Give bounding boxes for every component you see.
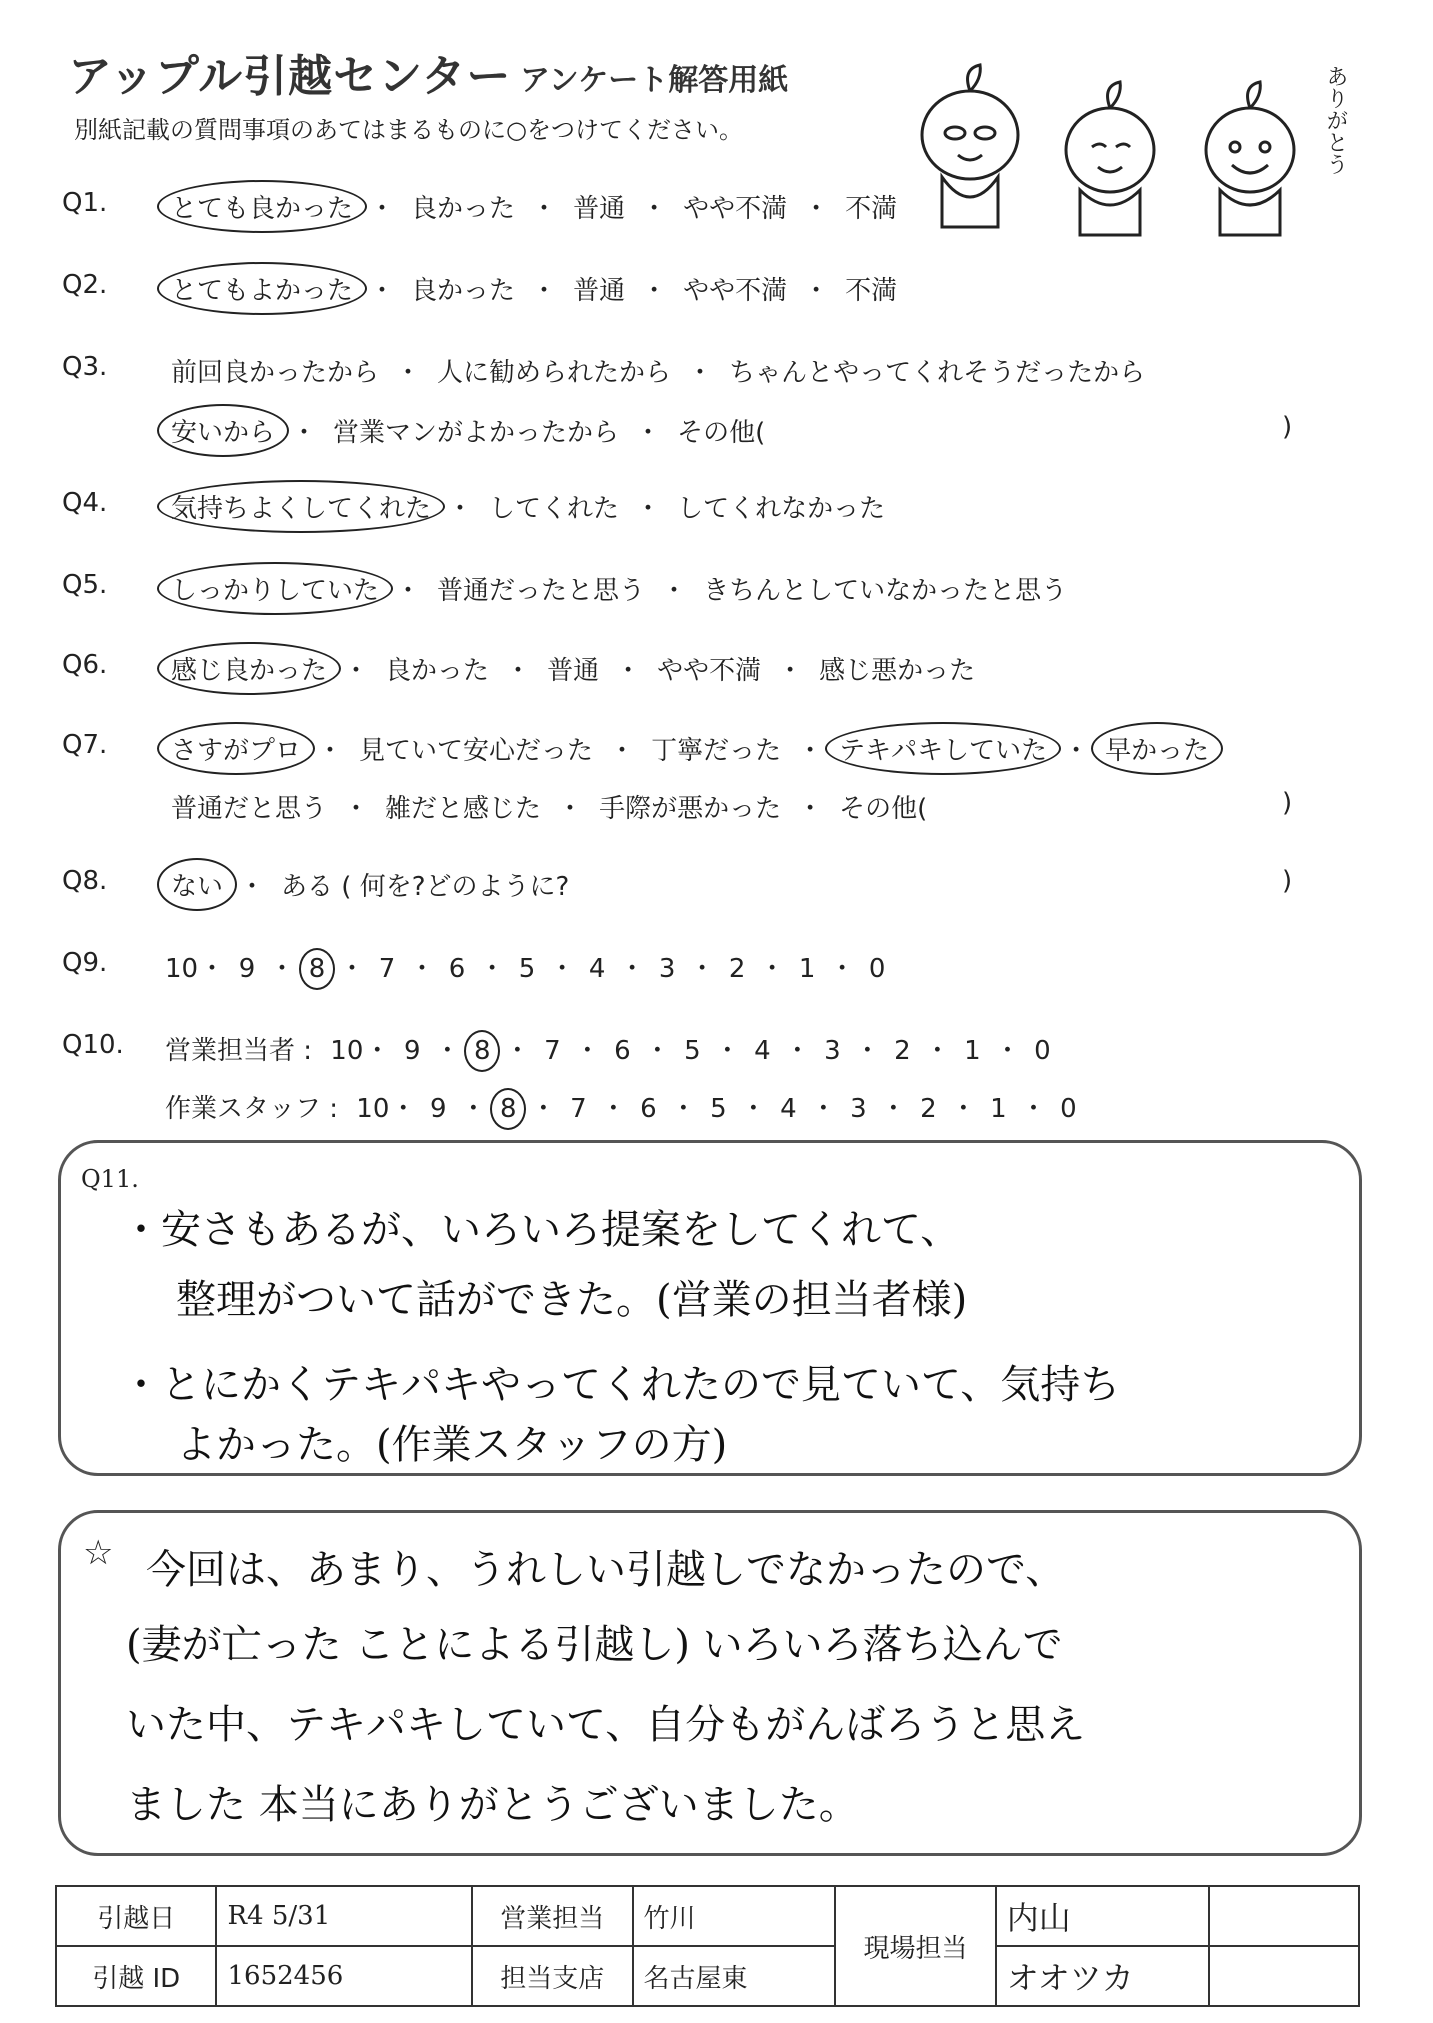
- separator: ・: [549, 954, 576, 984]
- q10-staff-score-1[interactable]: 1: [990, 1094, 1007, 1124]
- q10-staff-row: [165, 1088, 1080, 1125]
- company-name: アップル引越センター: [68, 51, 512, 102]
- q10-sales-row: [165, 1030, 1054, 1067]
- q7-options-line2: [165, 788, 933, 825]
- q8-option-2[interactable]: ある ( 何を?どのように?: [281, 872, 570, 902]
- separator: ・: [784, 1036, 811, 1066]
- comment-line-2: (妻が亡った ことによる引越し) いろいろ落ち込んで: [126, 1622, 1063, 1668]
- comment-line-1: 今回は、あまり、うれしい引越しでなかったので、: [146, 1547, 1066, 1593]
- q5-option-1[interactable]: しっかりしていた: [165, 570, 385, 607]
- q8-options: [165, 866, 575, 903]
- site-rep-value-1: 内山: [996, 1886, 1209, 1946]
- separator: ・: [924, 1036, 951, 1066]
- q10-staff-score-4[interactable]: 4: [780, 1094, 797, 1124]
- move-date-value: R4 5/31: [216, 1886, 472, 1946]
- q2-options: [165, 270, 903, 307]
- separator: ・: [740, 1094, 767, 1124]
- separator: ・: [803, 194, 830, 224]
- q10-sales-score-7[interactable]: 7: [544, 1036, 561, 1066]
- q10-staff-score-5[interactable]: 5: [710, 1094, 727, 1124]
- separator: ・: [239, 872, 266, 902]
- q9-score-7[interactable]: 7: [378, 954, 396, 984]
- empty-cell: [1209, 1886, 1359, 1946]
- footer-info-table: [55, 1885, 1360, 2007]
- separator: ・: [810, 1094, 837, 1124]
- q3-option-3[interactable]: ちゃんとやってくれそうだったから: [729, 358, 1146, 388]
- form-title: アンケート解答用紙: [520, 63, 789, 98]
- q6-option-2[interactable]: 良かった: [385, 656, 490, 686]
- q10-staff-score-10[interactable]: 10: [356, 1094, 390, 1124]
- q5-option-2[interactable]: 普通だったと思う: [437, 576, 646, 606]
- q4-label: Q4.: [62, 488, 108, 518]
- separator: ・: [574, 1036, 601, 1066]
- separator: ・: [369, 276, 396, 306]
- separator: ・: [714, 1036, 741, 1066]
- q10-sales-label: 営業担当者 :: [165, 1036, 313, 1066]
- q10-sales-score-9[interactable]: 9: [404, 1036, 421, 1066]
- q6-option-4[interactable]: やや不満: [657, 656, 762, 686]
- q4-option-2[interactable]: してくれた: [489, 494, 620, 524]
- q7-option-3[interactable]: 丁寧だった: [651, 736, 782, 766]
- q3-option-5[interactable]: 営業マンがよかったから: [333, 418, 620, 448]
- separator: ・: [364, 1036, 391, 1066]
- separator: ・: [505, 656, 532, 686]
- q10-sales-score-10[interactable]: 10: [330, 1036, 364, 1066]
- q9-score-1[interactable]: 1: [798, 954, 816, 984]
- separator: ・: [1063, 736, 1090, 766]
- q2-label: Q2.: [62, 270, 108, 300]
- q11-comment-box: [58, 1140, 1362, 1476]
- free-comment-box: [58, 1510, 1362, 1856]
- separator: ・: [670, 1094, 697, 1124]
- separator: ・: [460, 1094, 487, 1124]
- separator: ・: [689, 954, 716, 984]
- q4-option-3[interactable]: してくれなかった: [677, 494, 886, 524]
- q3-close-paren: ): [1282, 412, 1293, 442]
- separator: ・: [803, 276, 830, 306]
- q2-option-3[interactable]: 普通: [573, 276, 626, 306]
- q2-option-5[interactable]: 不満: [845, 276, 898, 306]
- separator: ・: [291, 418, 318, 448]
- q3-options-line2: [165, 412, 771, 449]
- q10-label: Q10.: [62, 1030, 124, 1060]
- q9-score-0[interactable]: 0: [868, 954, 886, 984]
- q6-label: Q6.: [62, 650, 108, 680]
- separator: ・: [531, 276, 558, 306]
- star-mark: ☆: [83, 1533, 114, 1573]
- site-rep-value-2: オオツカ: [996, 1946, 1209, 2006]
- separator: ・: [854, 1036, 881, 1066]
- comment-line-3: いた中、テキパキしていて、自分もがんばろうと思え: [126, 1702, 1086, 1748]
- q11-label: Q11.: [81, 1165, 139, 1193]
- q3-label: Q3.: [62, 352, 108, 382]
- q1-options: [165, 188, 903, 225]
- separator: ・: [635, 494, 662, 524]
- q7-label: Q7.: [62, 730, 108, 760]
- separator: ・: [199, 954, 226, 984]
- q11-line-1: ・安さもあるが、いろいろ提案をしてくれて、: [121, 1207, 961, 1253]
- q10-sales-score-8[interactable]: 8: [470, 1036, 494, 1066]
- q9-score-10[interactable]: 10: [165, 954, 199, 984]
- branch-value: 名古屋東: [633, 1946, 836, 2006]
- q5-options: [165, 570, 1073, 607]
- separator: ・: [635, 418, 662, 448]
- q8-close-paren: ): [1282, 866, 1293, 896]
- q1-option-1[interactable]: とても良かった: [165, 188, 359, 225]
- separator: ・: [600, 1094, 627, 1124]
- q4-options: [165, 488, 891, 525]
- separator: ・: [269, 954, 296, 984]
- separator: ・: [343, 794, 370, 824]
- q9-score-5[interactable]: 5: [518, 954, 536, 984]
- separator: ・: [759, 954, 786, 984]
- q9-score-9[interactable]: 9: [238, 954, 256, 984]
- separator: ・: [317, 736, 344, 766]
- q9-score-8[interactable]: 8: [305, 954, 329, 984]
- q1-option-3[interactable]: 普通: [573, 194, 626, 224]
- separator: ・: [994, 1036, 1021, 1066]
- separator: ・: [644, 1036, 671, 1066]
- q6-option-5[interactable]: 感じ悪かった: [819, 656, 976, 686]
- q10-sales-scale: [330, 1036, 1054, 1066]
- q4-option-1[interactable]: 気持ちよくしてくれた: [165, 488, 437, 525]
- q10-staff-score-2[interactable]: 2: [920, 1094, 937, 1124]
- q7-option-1[interactable]: さすがプロ: [165, 730, 307, 767]
- q1-option-2[interactable]: 良かった: [411, 194, 516, 224]
- q2-option-2[interactable]: 良かった: [411, 276, 516, 306]
- separator: ・: [829, 954, 856, 984]
- q3-option-2[interactable]: 人に勧められたから: [437, 358, 672, 388]
- q7-option-2[interactable]: 見ていて安心だった: [359, 736, 594, 766]
- q5-label: Q5.: [62, 570, 108, 600]
- q6-options: [165, 650, 981, 687]
- separator: ・: [339, 954, 366, 984]
- q10-sales-score-5[interactable]: 5: [684, 1036, 701, 1066]
- separator: ・: [395, 576, 422, 606]
- q10-sales-score-1[interactable]: 1: [964, 1036, 981, 1066]
- separator: ・: [641, 194, 668, 224]
- instruction-text: 別紙記載の質問事項のあてはまるものに○をつけてください。: [74, 116, 743, 144]
- separator: ・: [409, 954, 436, 984]
- q10-sales-score-3[interactable]: 3: [824, 1036, 841, 1066]
- q5-option-3[interactable]: きちんとしていなかったと思う: [703, 576, 1068, 606]
- separator: ・: [797, 736, 824, 766]
- separator: ・: [1020, 1094, 1047, 1124]
- sales-rep-label: 営業担当: [472, 1886, 632, 1946]
- separator: ・: [504, 1036, 531, 1066]
- q10-sales-score-2[interactable]: 2: [894, 1036, 911, 1066]
- q10-sales-score-6[interactable]: 6: [614, 1036, 631, 1066]
- q9-scale: [165, 948, 889, 985]
- separator: ・: [609, 736, 636, 766]
- q10-staff-label: 作業スタッフ :: [165, 1094, 339, 1124]
- q9-label: Q9.: [62, 948, 108, 978]
- separator: ・: [797, 794, 824, 824]
- q1-option-5[interactable]: 不満: [845, 194, 898, 224]
- q10-staff-scale: [356, 1094, 1080, 1124]
- separator: ・: [395, 358, 422, 388]
- separator: ・: [661, 576, 688, 606]
- separator: ・: [615, 656, 642, 686]
- move-date-label: 引越日: [56, 1886, 216, 1946]
- q3-option-1[interactable]: 前回良かったから: [171, 358, 380, 388]
- q7-option-7[interactable]: 雑だと感じた: [385, 794, 542, 824]
- q9-score-4[interactable]: 4: [588, 954, 606, 984]
- q9-score-2[interactable]: 2: [728, 954, 746, 984]
- separator: ・: [641, 276, 668, 306]
- site-rep-label: 現場担当: [835, 1886, 995, 2006]
- q10-sales-score-4[interactable]: 4: [754, 1036, 771, 1066]
- comment-line-4: ました 本当にありがとうございました。: [126, 1782, 859, 1828]
- q7-option-4[interactable]: テキパキしていた: [833, 730, 1053, 767]
- separator: ・: [390, 1094, 417, 1124]
- branch-label: 担当支店: [472, 1946, 632, 2006]
- q3-option-6[interactable]: その他(: [677, 418, 766, 448]
- separator: ・: [434, 1036, 461, 1066]
- separator: ・: [687, 358, 714, 388]
- move-id-value: 1652456: [216, 1946, 472, 2006]
- move-id-label: 引越 ID: [56, 1946, 216, 2006]
- q10-staff-score-9[interactable]: 9: [430, 1094, 447, 1124]
- q10-staff-score-3[interactable]: 3: [850, 1094, 867, 1124]
- separator: ・: [369, 194, 396, 224]
- separator: ・: [479, 954, 506, 984]
- q10-staff-score-8[interactable]: 8: [496, 1094, 520, 1124]
- separator: ・: [777, 656, 804, 686]
- q10-staff-score-0[interactable]: 0: [1060, 1094, 1077, 1124]
- q9-score-3[interactable]: 3: [658, 954, 676, 984]
- separator: ・: [880, 1094, 907, 1124]
- q11-line-3: ・とにかくテキパキやってくれたので見ていて、気持ち: [121, 1362, 1121, 1408]
- separator: ・: [531, 194, 558, 224]
- q6-option-1[interactable]: 感じ良かった: [165, 650, 333, 687]
- q1-label: Q1.: [62, 188, 108, 218]
- q8-option-1[interactable]: ない: [165, 866, 229, 903]
- q7-option-8[interactable]: 手際が悪かった: [599, 794, 782, 824]
- sales-rep-value: 竹川: [633, 1886, 836, 1946]
- q7-option-5[interactable]: 早かった: [1099, 730, 1215, 767]
- q9-score-6[interactable]: 6: [448, 954, 466, 984]
- separator: ・: [619, 954, 646, 984]
- q2-option-1[interactable]: とてもよかった: [165, 270, 359, 307]
- separator: ・: [530, 1094, 557, 1124]
- q7-options-line1: [165, 730, 1215, 767]
- mascot-caption: ありがとう: [1323, 65, 1348, 175]
- q10-staff-score-7[interactable]: 7: [570, 1094, 587, 1124]
- q10-sales-score-0[interactable]: 0: [1034, 1036, 1051, 1066]
- empty-cell: [1209, 1946, 1359, 2006]
- q1-option-4[interactable]: やや不満: [683, 194, 788, 224]
- q10-staff-score-6[interactable]: 6: [640, 1094, 657, 1124]
- separator: ・: [557, 794, 584, 824]
- q6-option-3[interactable]: 普通: [547, 656, 600, 686]
- q8-label: Q8.: [62, 866, 108, 896]
- q7-option-6[interactable]: 普通だと思う: [171, 794, 328, 824]
- separator: ・: [447, 494, 474, 524]
- q11-line-4: よかった。(作業スタッフの方): [176, 1422, 728, 1468]
- q7-option-9[interactable]: その他(: [839, 794, 928, 824]
- separator: ・: [343, 656, 370, 686]
- mascot-illustration: [880, 55, 1350, 245]
- separator: ・: [950, 1094, 977, 1124]
- q2-option-4[interactable]: やや不満: [683, 276, 788, 306]
- q3-options-line1: [165, 352, 1151, 389]
- q7-close-paren: ): [1282, 788, 1293, 818]
- q11-line-2: 整理がついて話ができた。(営業の担当者様): [176, 1277, 968, 1323]
- q3-option-4[interactable]: 安いから: [165, 412, 281, 449]
